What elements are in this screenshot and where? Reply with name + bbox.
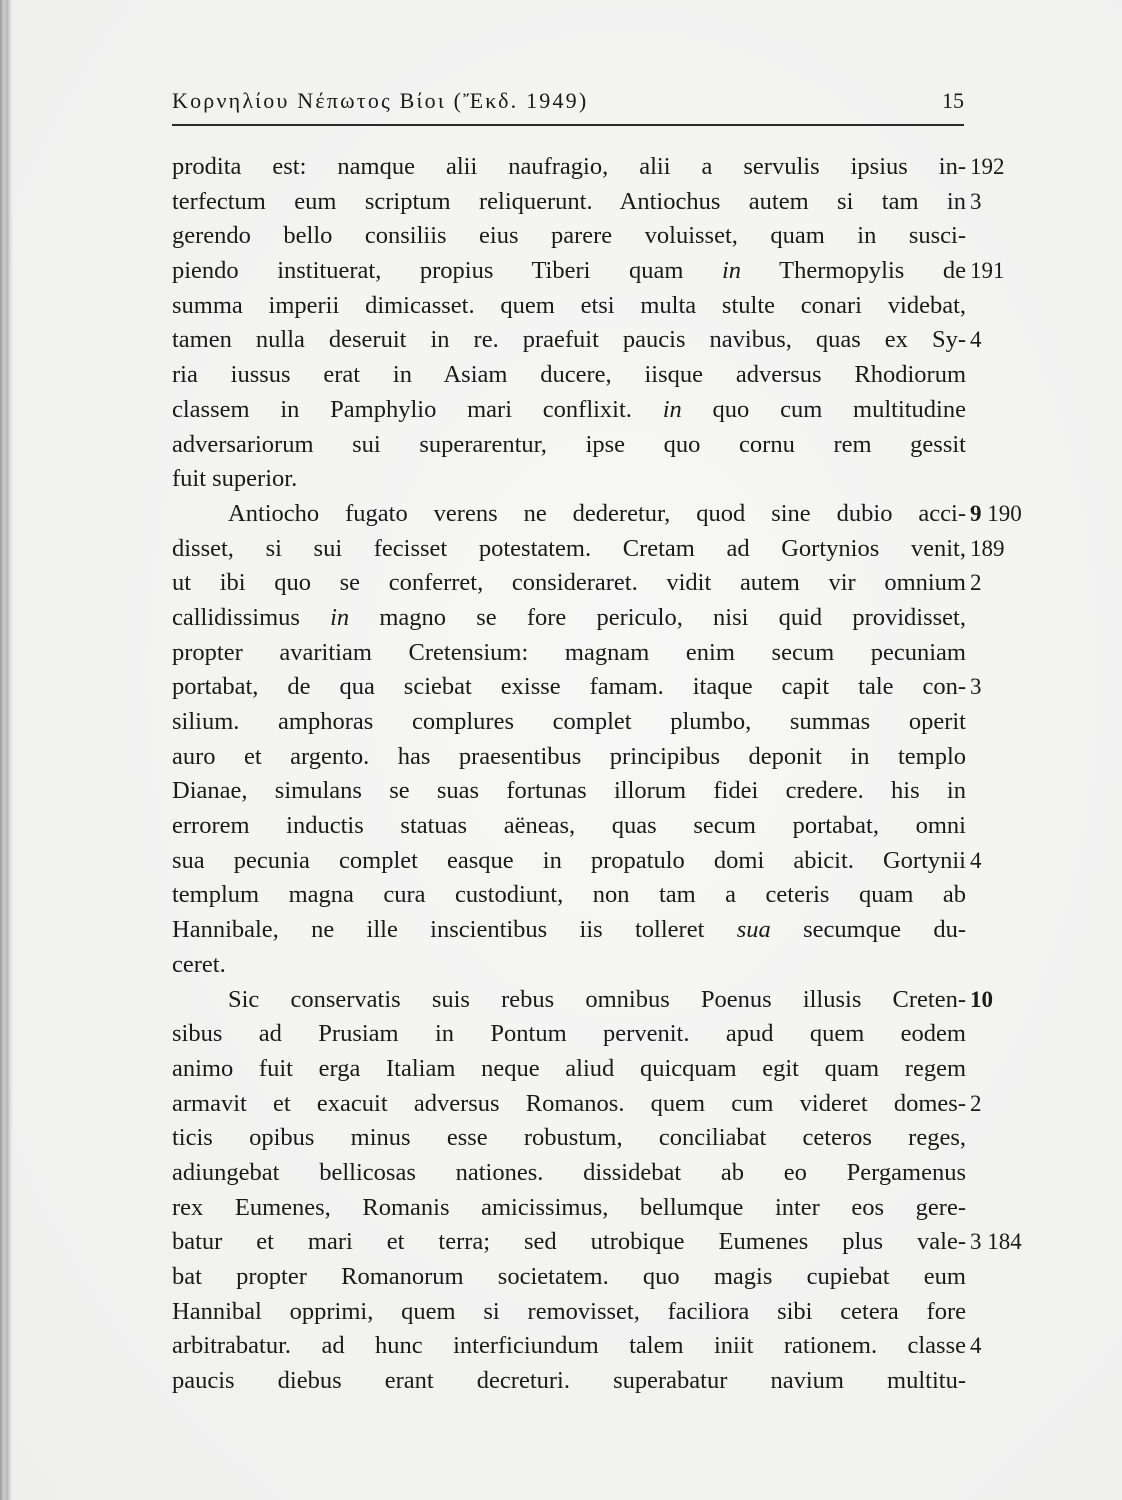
text-line <box>172 948 966 983</box>
line-text: propter avaritiam Cretensium: magnam enim secum pecuniam <box>172 638 966 666</box>
margin-number: 4 <box>970 847 982 873</box>
line-text: Antiocho fugato verens ne dederetur, quod sine dubio acci- <box>228 499 966 527</box>
margin-reference <box>970 150 1005 185</box>
margin-reference <box>970 254 1005 289</box>
line-text: sua pecunia complet easque in propatulo domi abicit. Gortynii <box>172 846 966 874</box>
line-text: adversariorum sui superarentur, ipse quo cornu rem gessit <box>172 430 966 458</box>
line-text: silium. amphoras complures complet plumbo, summas operit <box>172 708 966 735</box>
text-line <box>172 878 966 913</box>
margin-number: 2 <box>970 1090 982 1116</box>
margin-number: 192 <box>970 154 1005 179</box>
text-line <box>172 358 966 393</box>
margin-number: 189 <box>970 535 1005 561</box>
text-line <box>172 219 966 254</box>
line-text-segment: callidissimus <box>172 603 331 631</box>
margin-reference <box>970 323 982 358</box>
text-line <box>172 913 966 948</box>
line-text: Sic conservatis suis rebus omnibus Poenus illusis Creten- <box>228 985 966 1013</box>
line-text: fuit superior. <box>172 465 298 493</box>
text-line <box>172 1121 966 1156</box>
margin-reference <box>970 1087 982 1122</box>
text-line <box>172 150 1005 185</box>
margin-reference <box>970 532 1005 567</box>
text-line <box>172 462 966 497</box>
running-header <box>172 88 964 118</box>
line-text-segment: Thermopylis de <box>741 257 966 285</box>
italic-word: in <box>330 603 350 631</box>
margin-number: 3 <box>970 188 982 214</box>
line-text: disset, si sui fecisset potestatem. Cretam ad Gortynios venit, <box>172 534 966 562</box>
line-text: adiungebat bellicosas nationes. dissidebat ab eo Pergamenus <box>172 1158 966 1186</box>
margin-reference <box>970 497 1022 532</box>
margin-number: 191 <box>970 258 1005 284</box>
margin-number: 190 <box>987 500 1022 526</box>
text-line <box>172 601 966 636</box>
text-line <box>172 774 966 809</box>
line-text: auro et argento. has praesentibus principibus deponit in templo <box>172 742 966 770</box>
line-text: animo fuit erga Italiam neque aliud quicquam egit quam regem <box>172 1054 966 1082</box>
text-line <box>172 705 966 740</box>
text-line <box>172 532 1005 567</box>
text-line <box>172 1329 982 1364</box>
text-line <box>172 1295 966 1330</box>
line-text: ria iussus erat in Asiam ducere, iisque adversus Rhodiorum <box>172 361 966 389</box>
body-text <box>172 150 1022 1399</box>
italic-word: in <box>662 395 682 423</box>
text-line <box>172 428 966 463</box>
line-text-segment: magno se fore periculo, nisi quid providisset, <box>349 603 966 631</box>
line-text: bat propter Romanorum societatem. quo magis cupiebat eum <box>172 1263 966 1290</box>
line-text <box>172 254 966 289</box>
margin-reference <box>970 983 993 1018</box>
text-line <box>172 1017 966 1052</box>
margin-reference <box>970 1225 1022 1260</box>
line-text: paucis diebus erant decreturi. superabatur navium multitu- <box>172 1367 966 1395</box>
running-title: Κορνηλίου Νέπωτος Βίοι (Ἔκδ. 1949) <box>172 88 589 113</box>
header-rule <box>172 124 964 126</box>
line-text: summa imperii dimicasset. quem etsi multa stulte conari videbat, <box>172 291 966 319</box>
text-line <box>172 1156 966 1191</box>
line-text: tamen nulla deseruit in re. praefuit paucis navibus, quas ex Sy- <box>172 326 966 354</box>
text-line <box>172 1260 966 1295</box>
text-line <box>172 1364 966 1399</box>
text-line <box>172 1225 1022 1260</box>
line-text: terfectum eum scriptum reliquerunt. Antiochus autem si tam in <box>172 187 966 215</box>
line-text: ceret. <box>172 950 226 978</box>
line-text: Hannibal opprimi, quem si removisset, faciliora sibi cetera fore <box>172 1297 966 1325</box>
line-text: errorem inductis statuas aëneas, quas secum portabat, omni <box>172 812 966 840</box>
text-line <box>172 670 982 705</box>
line-text: gerendo bello consiliis eius parere voluisset, quam in susci- <box>172 222 966 250</box>
text-line <box>172 1191 966 1226</box>
text-line <box>172 1052 966 1087</box>
line-text-segment: Hannibale, ne ille inscientibus iis tolleret <box>172 916 737 944</box>
line-text: Dianae, simulans se suas fortunas illorum fidei credere. his in <box>172 777 966 805</box>
chapter-number: 10 <box>970 986 993 1012</box>
text-line <box>172 254 1005 289</box>
line-text: prodita est: namque alii naufragio, alii a servulis ipsius in- <box>172 153 966 180</box>
line-text: ticis opibus minus esse robustum, conciliabat ceteros reges, <box>172 1124 966 1152</box>
text-line <box>172 185 982 220</box>
line-text: batur et mari et terra; sed utrobique Eumenes plus vale- <box>172 1228 966 1256</box>
text-line <box>172 393 966 428</box>
text-line <box>172 1087 982 1122</box>
line-text: portabat, de qua sciebat exisse famam. itaque capit tale con- <box>172 673 966 701</box>
margin-number: 4 <box>970 1333 982 1359</box>
text-line <box>172 809 966 844</box>
text-line <box>172 323 982 358</box>
margin-reference <box>970 844 982 879</box>
text-line <box>172 497 1022 532</box>
italic-word: sua <box>736 916 771 944</box>
line-text: rex Eumenes, Romanis amicissimus, bellumque inter eos gere- <box>172 1193 966 1221</box>
text-line <box>172 740 966 775</box>
margin-reference <box>970 566 982 601</box>
text-line <box>172 566 982 601</box>
text-line <box>172 983 993 1018</box>
margin-number: 2 <box>970 570 982 596</box>
page-number: 15 <box>942 88 964 113</box>
text-line <box>172 289 966 324</box>
margin-number: 3 <box>970 674 982 700</box>
margin-number: 4 <box>970 327 982 353</box>
italic-word: in <box>721 257 742 285</box>
line-text <box>172 913 966 948</box>
text-line <box>172 636 966 671</box>
margin-reference <box>970 185 982 220</box>
line-text: sibus ad Prusiam in Pontum pervenit. apud quem eodem <box>172 1020 966 1048</box>
line-text-segment: piendo instituerat, propius Tiberi quam <box>172 257 722 285</box>
line-text-segment: secumque du- <box>770 916 967 944</box>
line-text-segment: quo cum multitudine <box>681 395 966 423</box>
line-text <box>172 601 966 636</box>
line-text: arbitrabatur. ad hunc interficiundum talem iniit rationem. classe <box>172 1332 966 1360</box>
margin-reference <box>970 1329 982 1364</box>
margin-number: 3 184 <box>970 1229 1022 1255</box>
chapter-number: 9 <box>970 500 982 526</box>
margin-reference <box>970 670 982 705</box>
line-text: templum magna cura custodiunt, non tam a ceteris quam ab <box>172 881 966 909</box>
text-line <box>172 844 982 879</box>
line-text: ut ibi quo se conferret, consideraret. vidit autem vir omnium <box>172 569 966 597</box>
line-text-segment: classem in Pamphylio mari conflixit. <box>172 395 663 423</box>
line-text <box>172 393 966 428</box>
book-spine-edge <box>0 0 14 1500</box>
line-text: armavit et exacuit adversus Romanos. quem cum videret domes- <box>172 1089 966 1117</box>
